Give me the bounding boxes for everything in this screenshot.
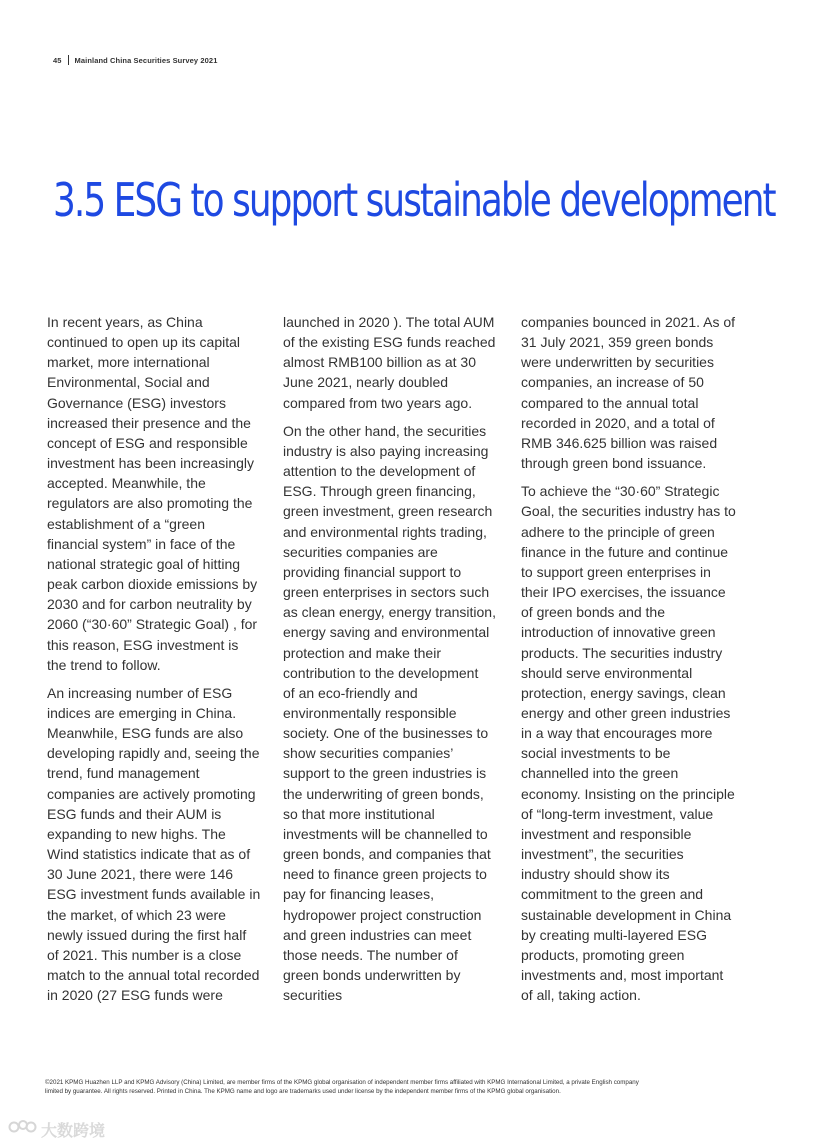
section-title: 3.5 ESG to support sustainable development bbox=[53, 172, 775, 227]
page-header bbox=[53, 55, 217, 65]
paragraph: To achieve the “30·60” Strategic Goal, the securities industry has to adhere to the principle of green finance in the future and continue to support green enterprises in their IPO exercises, the issuance of green bonds and the introduction of innovative green products. The securities industry should serve environmental protection, energy savings, clean energy and other green industries in a way that encourages more social investments to be channelled into the green economy. Insisting on the principle of “long-term investment, value investment and responsible investment”, the securities industry should show its commitment to the green and sustainable development in China by creating multi-layered ESG products, promoting green investments and, most important of all, taking action. bbox=[521, 483, 736, 1004]
survey-title: Mainland China Securities Survey 2021 bbox=[74, 55, 218, 65]
text-column-1 bbox=[47, 312, 269, 1013]
paragraph: companies bounced in 2021. As of 31 July 2021, 359 green bonds were underwritten by securities companies, an increase of 50 compared to the annual total recorded in 2020, and a total of RMB 346.625 billion was raised through green bond issuance. bbox=[521, 314, 736, 472]
paragraph: On the other hand, the securities industry is also paying increasing attention to the development of ESG. Through green financing, green investment, green research and environmental rights trading, securities companies are providing financial support to green enterprises in sectors such as clean energy, energy transition, energy saving and environmental protection and make their contribution to the development of an eco-friendly and environmentally responsible society. One of the businesses to show securities companies’ support to the green industries is the underwriting of green bonds, so that more institutional investments will be channelled to green bonds, and companies that need to finance green projects to pay for financing leases, hydropower project construction and green industries can meet those needs. The number of green bonds underwritten by securities bbox=[283, 422, 496, 1004]
text-column-2 bbox=[283, 312, 505, 1013]
paragraph: An increasing number of ESG indices are emerging in China. Meanwhile, ESG funds are also developing rapidly and, seeing the trend, fund management companies are actively promoting ESG funds and their AUM is expanding to new highs. The Wind statistics indicate that as of 30 June 2021, there were 146 ESG investment funds available in the market, of which 23 were newly issued during the first half of 2021. This number is a close match to the annual total recorded in 2020 (27 ESG funds were bbox=[47, 684, 261, 1004]
copyright-footer: ©2021 KPMG Huazhen LLP and KPMG Advisory (China) Limited, are member firms of the KPMG global organisation of independent member firms affiliated with KPMG International Limited, a private English company limited by guarantee. All rights reserved. Printed in China. The KPMG name and logo are trademarks used under license by the independent member firms of the KPMG global organisation. bbox=[45, 1079, 639, 1095]
watermark-logo-icon bbox=[8, 1118, 38, 1141]
watermark-text: 大数跨境 bbox=[41, 1123, 106, 1140]
header-divider bbox=[68, 55, 69, 65]
text-column-3 bbox=[521, 312, 751, 1013]
paragraph: In recent years, as China continued to open up its capital market, more international Environmental, Social and Governance (ESG) investors increased their presence and the concept of ESG and responsible investment has been increasingly accepted. Meanwhile, the regulators are also promoting the establishment of a “green financial system” in face of the national strategic goal of hitting peak carbon dioxide emissions by 2030 and for carbon neutrality by 2060 (“30·60” Strategic Goal) , for this reason, ESG investment is the trend to follow. bbox=[47, 314, 258, 673]
paragraph: launched in 2020 ). The total AUM of the existing ESG funds reached almost RMB100 billion as at 30 June 2021, nearly doubled compared from two years ago. bbox=[283, 314, 496, 411]
watermark bbox=[8, 1118, 105, 1141]
page-number: 45 bbox=[53, 55, 62, 65]
